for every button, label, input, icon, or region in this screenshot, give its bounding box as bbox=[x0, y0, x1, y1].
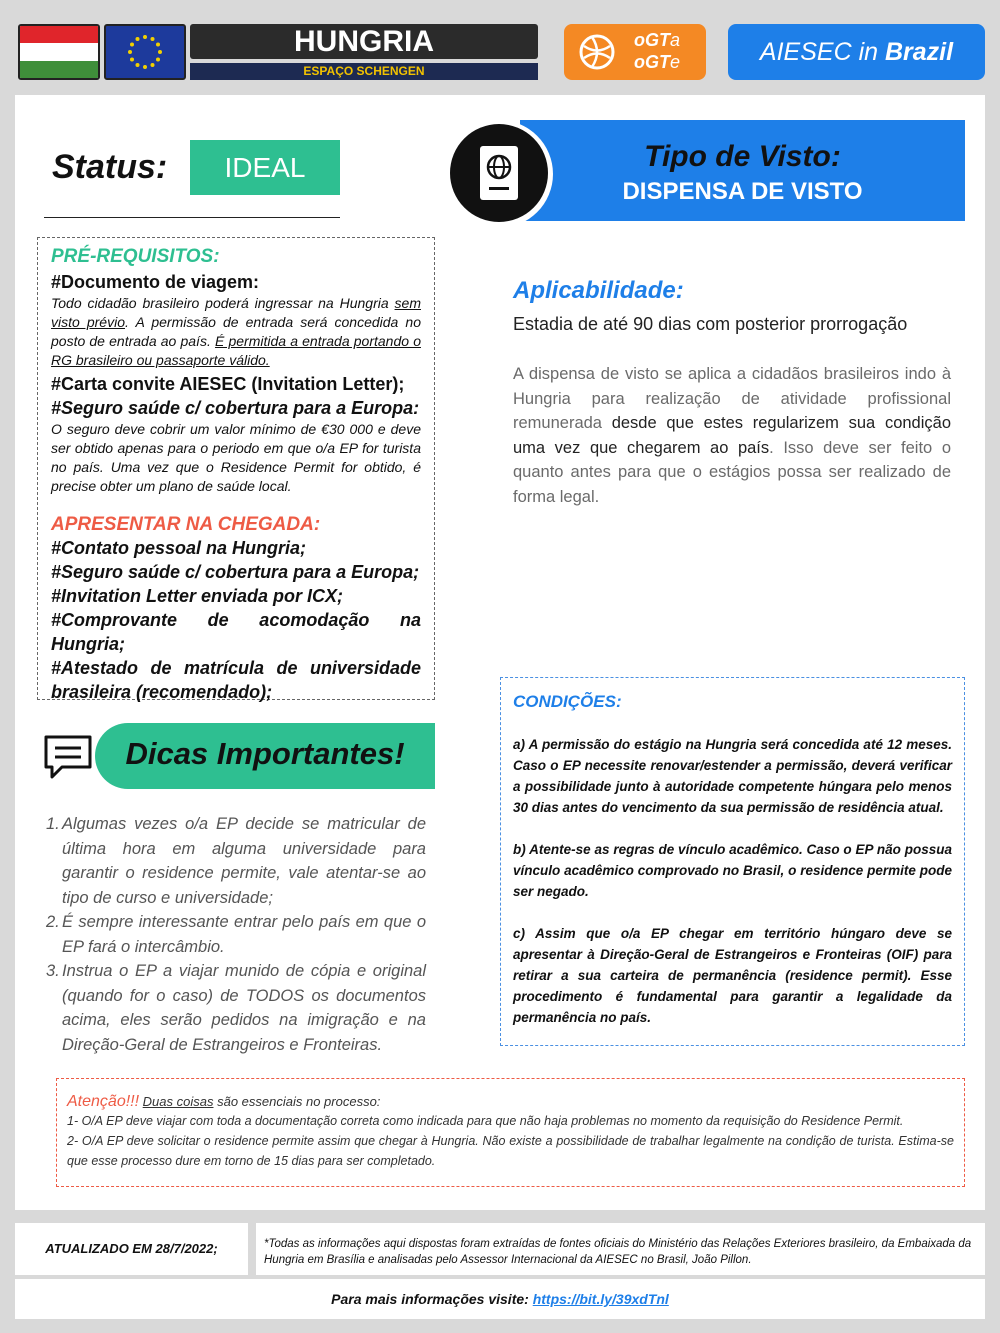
attention-item: 1- O/A EP deve viajar com toda a documentação correta como indicada para que não haja problemas no momento da requisição do Residence Permit. bbox=[67, 1114, 904, 1128]
arrival-item: #Comprovante de acomodação na Hungria; bbox=[51, 610, 421, 654]
arrival-item: #Contato pessoal na Hungria; bbox=[51, 538, 307, 558]
country-name: HUNGRIA bbox=[190, 24, 538, 59]
zone-label: ESPAÇO SCHENGEN bbox=[190, 63, 538, 80]
more-info: Para mais informações visite: https://bit.ly/39xdTnl bbox=[15, 1279, 985, 1319]
tips-title: Dicas Importantes! bbox=[125, 736, 405, 771]
prerequisites-box bbox=[37, 237, 435, 700]
tips-list bbox=[46, 812, 426, 1057]
list-item: 1. Algumas vezes o/a EP decide se matricular de última hora em alguma universidade para garantir o residence permite, vale atentar-se ao tipo de curso e universidade; bbox=[46, 815, 426, 907]
applicability-body: A dispensa de visto se aplica a cidadãos brasileiros indo à Hungria para realização de atividade profissional remunerada desde que estes regularizem sua condição uma vez que chegarem ao país. Isso deve ser feito o quanto antes para que o estágios possa ser realizado de forma legal. bbox=[513, 365, 951, 506]
attention-intro: Atenção!!! Duas coisas são essenciais no processo: bbox=[67, 1093, 381, 1110]
applicability-subtitle: Estadia de até 90 dias com posterior prorrogação bbox=[513, 314, 908, 334]
insurance-heading: #Seguro saúde c/ cobertura para a Europa: bbox=[51, 398, 420, 418]
doc-text: Todo cidadão brasileiro poderá ingressar na Hungria sem visto prévio. A permissão de entrada será concedida no posto de entrada ao país. É permitida a entrada portando o RG brasileiro ou passaporte válido. bbox=[51, 295, 421, 368]
list-item: 3. Instrua o EP a viajar munido de cópia e original (quando for o caso) de TODOS os documentos acima, eles serão pedidos na imigração e na Direção-Geral de Estrangeiros e Fronteiras. bbox=[46, 962, 426, 1054]
more-info-link[interactable]: https://bit.ly/39xdTnl bbox=[532, 1291, 669, 1307]
prereq-title: PRÉ-REQUISITOS: bbox=[51, 246, 220, 267]
aiesec-brand: AIESEC in Brazil bbox=[728, 24, 985, 80]
flag-hungary-icon bbox=[18, 24, 100, 80]
condition-item: c) Assim que o/a EP chegar em território húngaro deve se apresentar à Direção-Geral de Estrangeiros e Fronteiras (OIF) para retirar a sua carteira de permanência (residence permit). Esse procedimento é fundamental para garantir a legalidade da permanência no país. bbox=[513, 926, 952, 1025]
attention-box bbox=[56, 1078, 965, 1187]
visa-title: Tipo de Visto: bbox=[644, 140, 841, 173]
arrival-item: #Atestado de matrícula de universidade brasileira (recomendado); bbox=[51, 658, 421, 702]
condition-item: b) Atente-se as regras de vínculo acadêmico. Caso o EP não possua vínculo acadêmico comprovado no Brasil, o residence permite pode ser negado. bbox=[513, 842, 952, 899]
ogt-text: oGTa oGTe bbox=[634, 30, 681, 72]
condition-item: a) A permissão do estágio na Hungria será concedida até 12 meses. Caso o EP necessite renovar/estender a permissão, deverá verificar a possibilidade junto à autoridade competente húngara pelo menos 30 dias antes do vencimento da sua permissão de residência atual. bbox=[513, 737, 952, 815]
status-label: Status: bbox=[52, 148, 168, 186]
divider bbox=[44, 217, 340, 218]
insurance-text: O seguro deve cobrir um valor mínimo de €30 000 e deve ser obtido apenas para o periodo em que o/a EP for turista no país. Uma vez que o Residence Permit for obtido, é precise obter um plano de saúde local. bbox=[51, 421, 421, 494]
chat-icon bbox=[42, 733, 94, 783]
arrival-item: #Seguro saúde c/ cobertura para a Europa; bbox=[51, 562, 420, 582]
attention-item: 2- O/A EP deve solicitar o residence permite assim que chegar à Hungria. Não existe a possibilidade de trabalhar legalmente na condição de turista. Estima-se que esse processo dure em torno de 15 dias para ser completado. bbox=[67, 1134, 954, 1168]
arrival-title: APRESENTAR NA CHEGADA: bbox=[51, 514, 321, 535]
conditions-box bbox=[500, 677, 965, 1046]
globe-icon bbox=[578, 33, 616, 71]
status-badge: IDEAL bbox=[190, 140, 340, 195]
visa-type: DISPENSA DE VISTO bbox=[622, 178, 863, 205]
list-item: 2. É sempre interessante entrar pelo país em que o EP fará o intercâmbio. bbox=[46, 913, 426, 956]
source-note: *Todas as informações aqui dispostas foram extraídas de fontes oficiais do Ministério das Relações Exteriores brasileiro, da Embaixada da Hungria em Brasília e analisadas pelo Assessor Internacional da AIESEC no Brasil, João Pillon. bbox=[256, 1223, 985, 1275]
doc-heading: #Documento de viagem: bbox=[51, 272, 260, 292]
letter-heading: #Carta convite AIESEC (Invitation Letter); bbox=[51, 374, 405, 394]
conditions-title: CONDIÇÕES: bbox=[513, 692, 622, 711]
country-header bbox=[190, 24, 538, 80]
ogt-badge bbox=[564, 24, 706, 80]
applicability-title: Aplicabilidade: bbox=[513, 277, 684, 304]
flag-eu-icon bbox=[104, 24, 186, 80]
arrival-item: #Invitation Letter enviada por ICX; bbox=[51, 586, 344, 606]
updated-date: ATUALIZADO EM 28/7/2022; bbox=[15, 1223, 248, 1275]
